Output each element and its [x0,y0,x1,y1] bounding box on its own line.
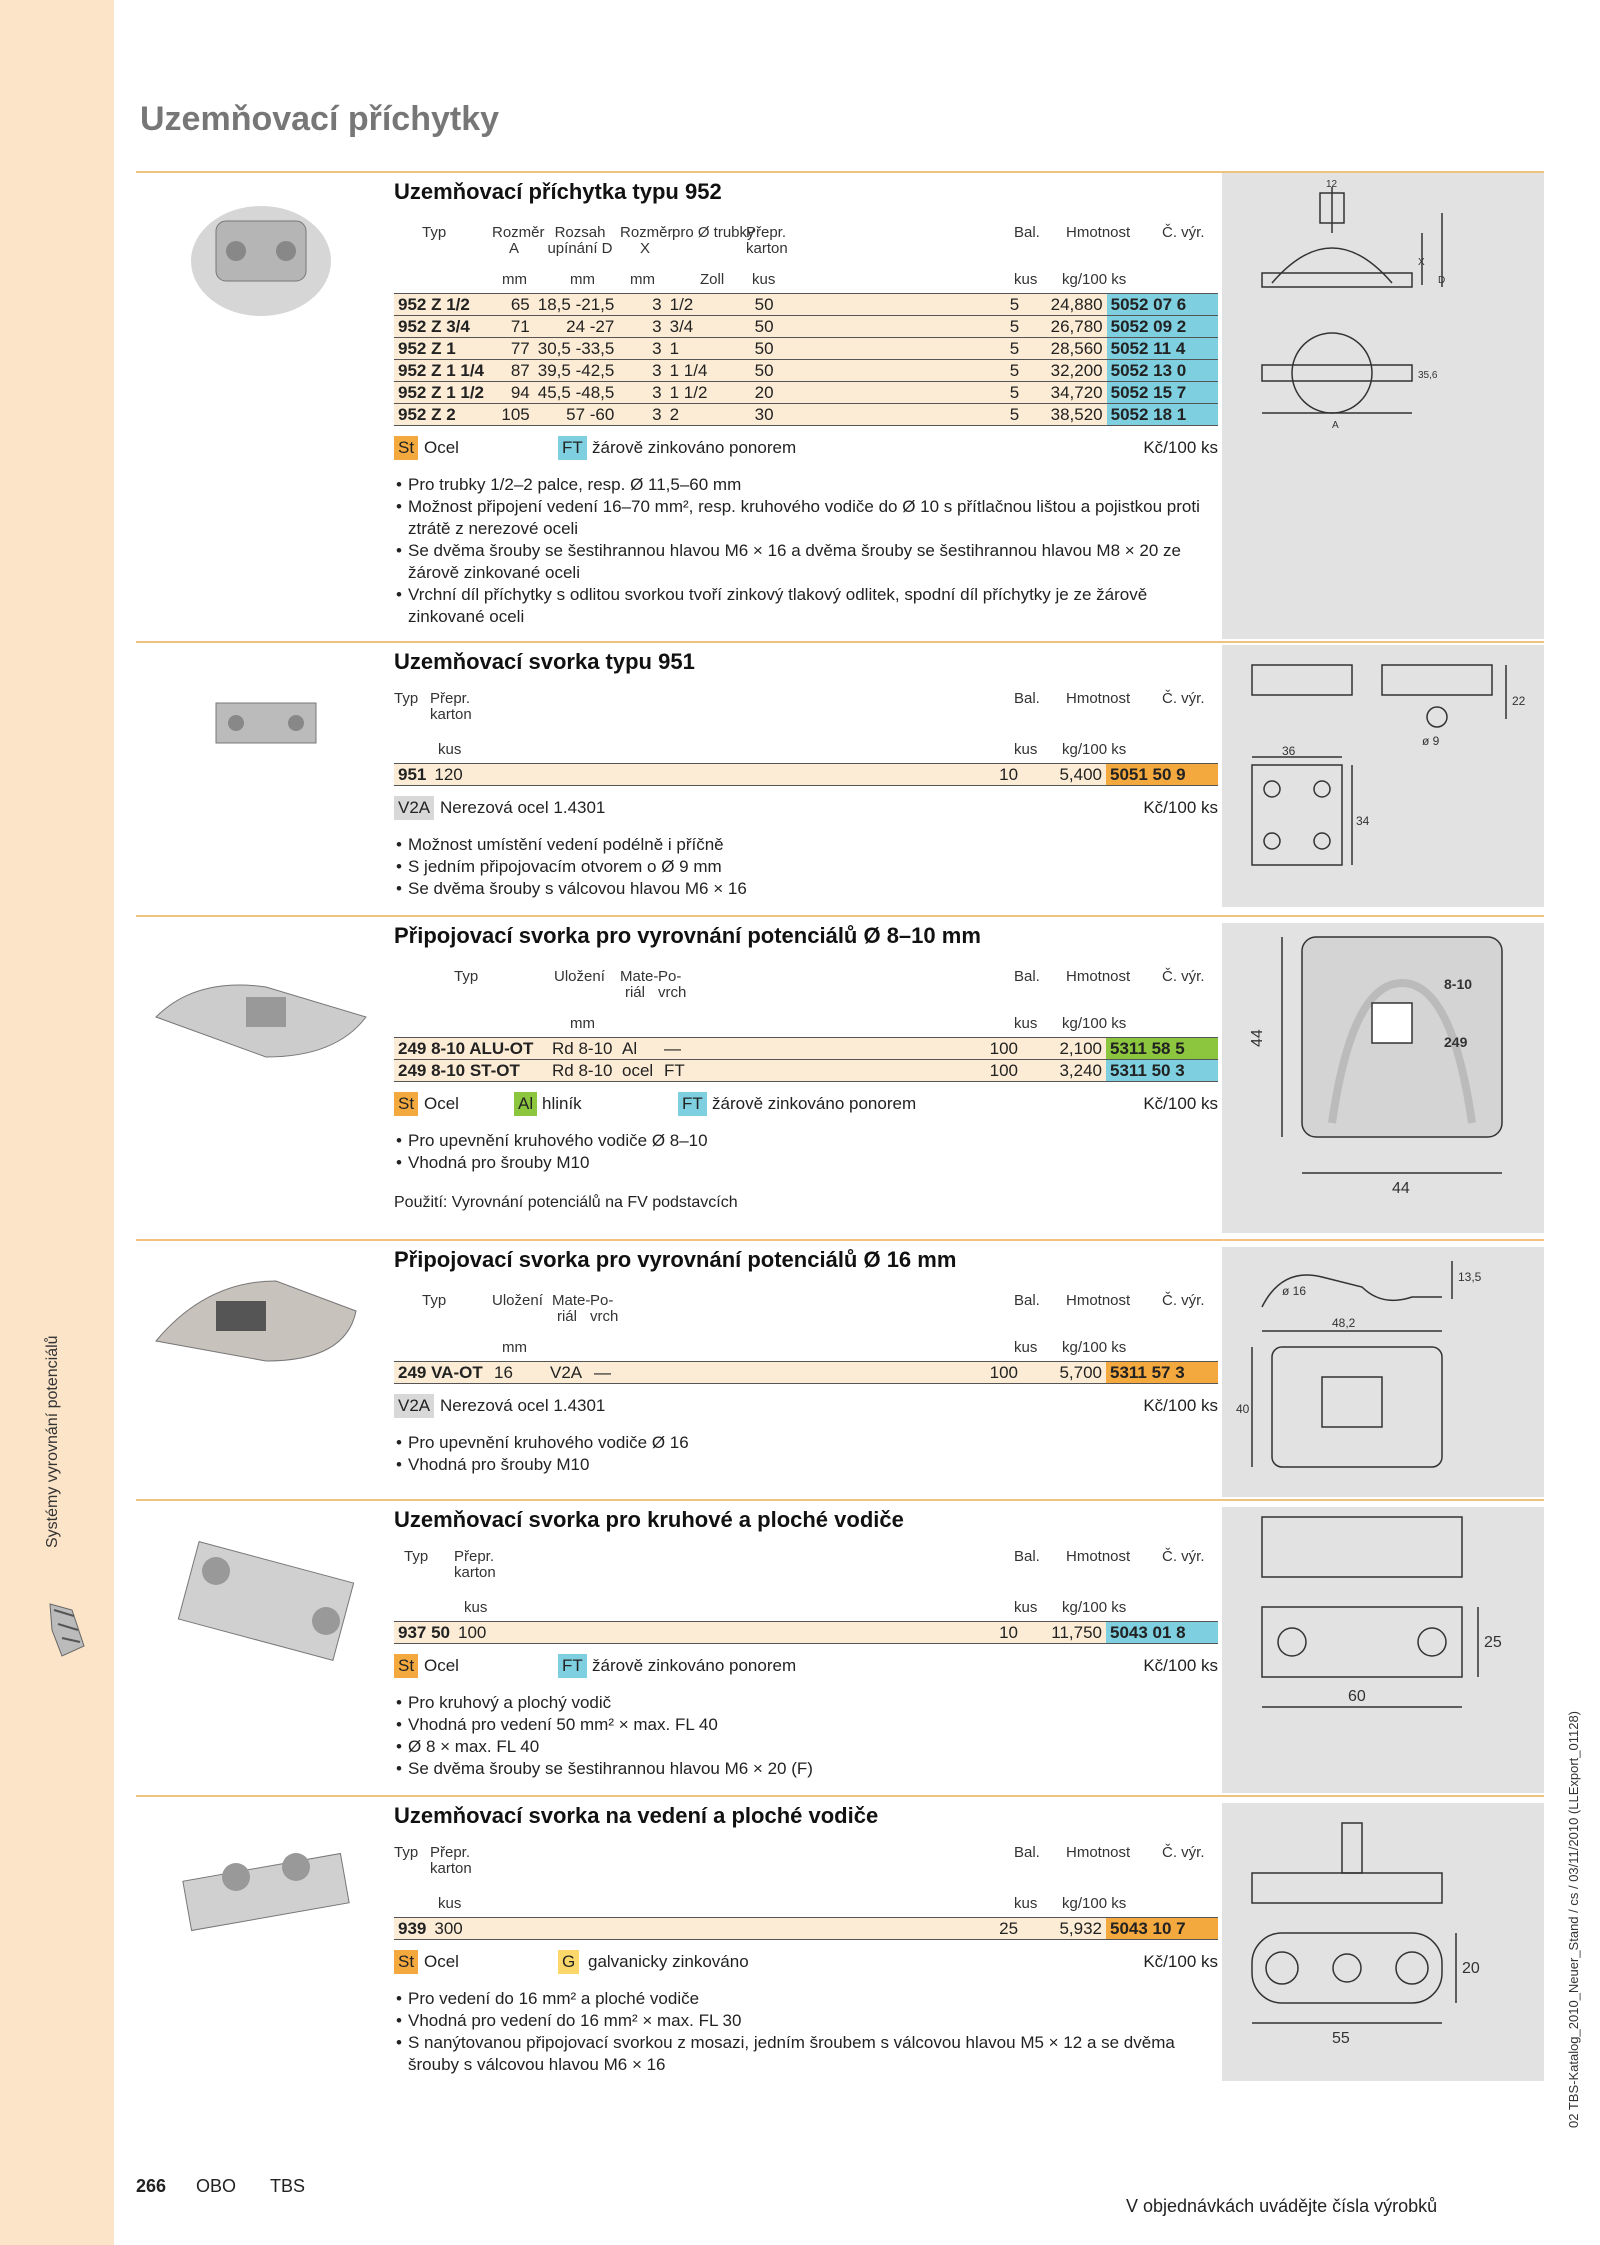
cell: 26,780 [1023,316,1106,338]
cell: 1 1/4 [666,360,751,382]
technical-drawing-952 [1222,173,1544,639]
cell: 5 [980,360,1023,382]
col-prepr-karton: Přepr. karton [454,1548,496,1581]
unit-kus: kus [1014,1599,1038,1616]
catalog-code-vertical: 02 TBS-Katalog_2010_Neuer_Stand / cs / 03/11/2010 (LLExport_01128) [1566,1710,1581,2128]
dim-label: 20 [1462,1960,1480,1977]
left-margin-band [0,0,114,2245]
unit-kg: kg/100 ks [1062,1015,1127,1032]
unit-mm: mm [630,271,655,288]
list-item: • Pro trubky 1/2–2 palce, resp. Ø 11,5–60 mm [394,474,1218,496]
cell: — [660,1038,978,1060]
product-table [394,1918,1218,1940]
dim-label: ø 16 [1282,1284,1307,1298]
dim-label: 40 [1236,1402,1250,1416]
material-row [394,794,1218,830]
finish-code-badge: FT [558,436,587,460]
material-code-badge: V2A [394,796,434,820]
unit-kus: kus [1014,741,1038,758]
cell: 24 -27 [534,316,619,338]
material-label: Ocel [424,1094,459,1113]
cell: 3 [618,404,665,426]
cell-typ: 952 Z 1 1/2 [394,382,490,404]
col-c-vyr: Č. výr. [1162,1292,1205,1309]
material-label: Nerezová ocel 1.4301 [440,1396,606,1415]
list-item: • Vhodná pro vedení do 16 mm² × max. FL 30 [394,2010,1218,2032]
cell: 18,5 -21,5 [534,294,619,316]
product-table [394,1362,1218,1384]
dim-label: 13,5 [1458,1270,1482,1284]
section-249-va-ot [136,1241,1544,1499]
cell: 32,200 [1023,360,1106,382]
material-code-badge: Al [514,1092,537,1116]
product-photo-249-va-ot [136,1261,386,1381]
cell: 3/4 [666,316,751,338]
dim-label: 60 [1348,1688,1366,1705]
clamp-thumbnail-icon [44,1600,90,1660]
finish-code-badge: G [558,1950,579,1974]
col-c-vyr: Č. výr. [1162,1844,1205,1861]
side-section-label: Systémy vyrovnání potenciálů [44,1335,61,1548]
col-bal: Bal. [1014,1292,1040,1309]
col-c-vyr: Č. výr. [1162,690,1205,707]
cell: ocel [618,1060,660,1082]
unit-mm: mm [570,271,595,288]
col-bal: Bal. [1014,1844,1040,1861]
article-number: 5052 09 2 [1107,316,1218,338]
price-unit: Kč/100 ks [1143,798,1218,817]
col-rozmer-x: Rozměr X [620,224,673,257]
table-units [394,1337,1218,1362]
section-951 [136,643,1544,915]
unit-kus: kus [1014,271,1038,288]
cell: 50 [751,294,980,316]
material-label: Nerezová ocel 1.4301 [440,798,606,817]
technical-drawing-249-va-ot [1222,1247,1544,1497]
cell-typ: 952 Z 1/2 [394,294,490,316]
list-item: • Pro vedení do 16 mm² a ploché vodiče [394,1988,1218,2010]
cell: 11,750 [1022,1622,1106,1644]
table-row [394,1918,1218,1940]
technical-drawing-937 [1222,1507,1544,1793]
cell: 5 [980,382,1023,404]
cell: 50 [751,338,980,360]
cell: 300 [430,1918,978,1940]
cell: 2 [666,404,751,426]
table-row [394,360,1218,382]
col-typ: Typ [454,968,479,985]
cell: 5,400 [1022,764,1106,786]
list-item: • Se dvěma šrouby s válcovou hlavou M6 × 16 [394,878,1218,900]
material-label: hliník [542,1094,582,1113]
list-item: • Se dvěma šrouby se šestihrannou hlavou M6 × 16 a dvěma šrouby se šestihrannou hlavou M8 × 20 ze žárově zinkované oceli [394,540,1218,584]
cell: 3 [618,360,665,382]
article-number: 5052 18 1 [1107,404,1218,426]
cell: 45,5 -48,5 [534,382,619,404]
cell: 5 [980,294,1023,316]
unit-kus: kus [438,741,462,758]
list-item: • S nanýtovanou připojovací svorkou z mosazi, jedním šroubem s válcovou hlavou M5 × 12 a se dvěma šrouby s válcovou hlavou M6 × 16 [394,2032,1218,2076]
table-row [394,382,1218,404]
unit-mm: mm [570,1015,595,1032]
dim-label: 12 [1326,179,1338,190]
table-header [394,961,1218,1013]
unit-mm: mm [502,271,527,288]
unit-kus: kus [1014,1339,1038,1356]
col-typ: Typ [422,224,447,241]
page-title: Uzemňovací příchytky [140,100,500,138]
col-typ: Typ [422,1292,447,1309]
cell: 3,240 [1022,1060,1106,1082]
price-unit: Kč/100 ks [1143,438,1218,457]
col-ulozeni: Uložení [554,968,605,985]
cell: 100 [454,1622,978,1644]
feature-list [394,834,1218,900]
cell: 105 [490,404,534,426]
product-photo-249-8-10 [136,957,386,1077]
page-number: 266 [136,2176,167,2196]
unit-kus: kus [438,1895,462,1912]
material-row [394,1948,1218,1984]
unit-kg: kg/100 ks [1062,1599,1127,1616]
col-typ: Typ [394,690,419,707]
unit-kus: kus [1014,1015,1038,1032]
col-bal: Bal. [1014,224,1040,241]
material-row [394,434,1218,470]
material-code-badge: St [394,436,418,460]
cell: 120 [430,764,978,786]
product-photo-939 [136,1817,386,1957]
product-table [394,1622,1218,1644]
col-bal: Bal. [1014,1548,1040,1565]
unit-kus: kus [752,271,776,288]
feature-list [394,1692,1218,1780]
table-row [394,1362,1218,1384]
cell-typ: 937 50 [394,1622,454,1644]
feature-list [394,474,1218,628]
footer-order-note: V objednávkách uvádějte čísla výrobků [1126,2196,1438,2216]
dim-label: 55 [1332,2030,1350,2047]
material-code-badge: St [394,1654,418,1678]
section-title: Připojovací svorka pro vyrovnání potenciálů Ø 16 mm [394,1247,957,1272]
table-row [394,1622,1218,1644]
section-939 [136,1797,1544,2087]
material-label: Ocel [424,1952,459,1971]
article-number: 5043 01 8 [1106,1622,1218,1644]
col-povrch: Po- vrch [590,1292,619,1325]
material-row [394,1392,1218,1428]
article-number: 5052 13 0 [1107,360,1218,382]
unit-kus: kus [464,1599,488,1616]
col-pro-trubky: pro Ø trubky [672,224,755,241]
cell: Rd 8-10 [548,1038,618,1060]
unit-kg: kg/100 ks [1062,741,1127,758]
col-hmotnost: Hmotnost [1066,1292,1131,1309]
cell: 65 [490,294,534,316]
material-row [394,1652,1218,1688]
list-item: • Pro upevnění kruhového vodiče Ø 16 [394,1432,1218,1454]
unit-kg: kg/100 ks [1062,271,1127,288]
list-item: • Vrchní díl příchytky s odlitou svorkou tvoří zinkový tlakový odlitek, spodní díl příchytky je ze žárově zinkované oceli [394,584,1218,628]
table-header [394,687,1218,739]
dim-label: 34 [1356,814,1370,828]
cell: — [590,1362,978,1384]
cell-typ: 951 [394,764,430,786]
footer-brand: TBS [270,2176,306,2196]
article-number: 5311 58 5 [1106,1038,1218,1060]
table-row [394,1038,1218,1060]
unit-kg: kg/100 ks [1062,1895,1127,1912]
col-hmotnost: Hmotnost [1066,1548,1131,1565]
col-c-vyr: Č. výr. [1162,1548,1205,1565]
cell-typ: 952 Z 3/4 [394,316,490,338]
cell: 5,700 [1022,1362,1106,1384]
finish-label: žárově zinkováno ponorem [712,1094,917,1113]
usage-note: Použití: Vyrovnání potenciálů na FV podstavcích [394,1194,738,1211]
finish-label: žárově zinkováno ponorem [592,438,797,457]
product-table [394,1038,1218,1082]
product-table [394,764,1218,786]
cell: 24,880 [1023,294,1106,316]
dim-label: A [1332,420,1339,431]
cell-typ: 249 VA-OT [394,1362,490,1384]
list-item: • Pro kruhový a plochý vodič [394,1692,1218,1714]
cell: 2,100 [1022,1038,1106,1060]
table-header [394,1841,1218,1893]
list-item: • Pro upevnění kruhového vodiče Ø 8–10 [394,1130,1218,1152]
cell: 5 [980,338,1023,360]
finish-label: žárově zinkováno ponorem [592,1656,797,1675]
cell: 30,5 -33,5 [534,338,619,360]
feature-list [394,1130,1218,1174]
product-table [394,294,1218,426]
cell: 100 [978,1038,1022,1060]
cell: 3 [618,316,665,338]
cell: Al [618,1038,660,1060]
dim-label: 22 [1512,694,1526,708]
section-title: Připojovací svorka pro vyrovnání potenciálů Ø 8–10 mm [394,923,981,948]
cell: 50 [751,316,980,338]
section-937 [136,1501,1544,1795]
product-photo-952 [136,181,386,341]
list-item: • Možnost připojení vedení 16–70 mm², resp. kruhového vodiče do Ø 10 s přítlačnou lištou a pojistkou proti ztrátě z nerezové oceli [394,496,1218,540]
cell: V2A [546,1362,590,1384]
col-povrch: Po- vrch [658,968,687,1001]
material-code-badge: V2A [394,1394,434,1418]
cell: 94 [490,382,534,404]
table-header [394,217,1218,269]
table-row [394,764,1218,786]
table-row [394,338,1218,360]
cell: 25 [978,1918,1022,1940]
table-units [394,739,1218,764]
section-249-8-10 [136,917,1544,1239]
cell: 1 1/2 [666,382,751,404]
table-units [394,269,1218,294]
cell: 3 [618,382,665,404]
cell: Rd 8-10 [548,1060,618,1082]
dim-label: 44 [1392,1180,1410,1197]
cell-typ: 249 8-10 ALU-OT [394,1038,548,1060]
col-bal: Bal. [1014,968,1040,985]
col-bal: Bal. [1014,690,1040,707]
technical-drawing-939 [1222,1803,1544,2081]
col-typ: Typ [404,1548,429,1565]
table-row [394,1060,1218,1082]
dim-label: 25 [1484,1634,1502,1651]
finish-code-badge: FT [558,1654,587,1678]
material-label: Ocel [424,438,459,457]
cell: FT [660,1060,978,1082]
list-item: • Vhodná pro šrouby M10 [394,1152,1218,1174]
list-item: • Možnost umístění vedení podélně i příčně [394,834,1218,856]
price-unit: Kč/100 ks [1143,1952,1218,1971]
dim-label: X [1418,257,1425,268]
dim-label: ø 9 [1422,734,1440,748]
cell: 50 [751,360,980,382]
article-number: 5311 50 3 [1106,1060,1218,1082]
list-item: • Ø 8 × max. FL 40 [394,1736,1218,1758]
cell: 3 [618,294,665,316]
technical-drawing-249-8-10 [1222,923,1544,1233]
table-header [394,1285,1218,1337]
col-hmotnost: Hmotnost [1066,690,1131,707]
col-rozmer-a: Rozměr A [492,224,545,257]
col-hmotnost: Hmotnost [1066,968,1131,985]
col-material: Mate- riál [552,1292,591,1325]
product-photo-951 [136,683,386,773]
cell: 28,560 [1023,338,1106,360]
dim-label: D [1438,275,1446,286]
cell: 10 [978,764,1022,786]
finish-label: galvanicky zinkováno [588,1952,749,1971]
cell: 77 [490,338,534,360]
cell: 57 -60 [534,404,619,426]
col-ulozeni: Uložení [492,1292,543,1309]
dim-label: 36 [1282,744,1296,758]
cell: 5,932 [1022,1918,1106,1940]
price-unit: Kč/100 ks [1143,1656,1218,1675]
cell: 3 [618,338,665,360]
cell: 71 [490,316,534,338]
product-photo-937 [136,1521,386,1681]
table-header [394,1545,1218,1597]
list-item: • Se dvěma šrouby se šestihrannou hlavou M6 × 20 (F) [394,1758,1218,1780]
material-row [394,1090,1218,1126]
article-number: 5311 57 3 [1106,1362,1218,1384]
col-material: Mate- riál [620,968,659,1001]
section-title: Uzemňovací svorka na vedení a ploché vodiče [394,1803,879,1828]
table-units [394,1597,1218,1622]
dim-label: 35,6 [1418,370,1438,381]
article-number: 5052 11 4 [1107,338,1218,360]
cell: 20 [751,382,980,404]
cell: 5 [980,316,1023,338]
col-typ: Typ [394,1844,419,1861]
col-c-vyr: Č. výr. [1162,224,1205,241]
cell: 1 [666,338,751,360]
product-marking: 249 [1444,1034,1468,1050]
article-number: 5052 15 7 [1107,382,1218,404]
dim-label: 48,2 [1332,1316,1356,1330]
cell-typ: 952 Z 1 1/4 [394,360,490,382]
col-prepr-karton: Přepr. karton [430,1844,472,1877]
article-number: 5043 10 7 [1106,1918,1218,1940]
col-rozsah-d: Rozsah upínání D [547,224,613,257]
technical-drawing-951 [1222,645,1544,907]
cell: 30 [751,404,980,426]
col-hmotnost: Hmotnost [1066,224,1131,241]
cell: 34,720 [1023,382,1106,404]
table-row [394,316,1218,338]
cell: 5 [980,404,1023,426]
cell: 16 [490,1362,546,1384]
product-marking: 8-10 [1444,976,1473,992]
cell-typ: 952 Z 1 [394,338,490,360]
feature-list [394,1988,1218,2076]
unit-kg: kg/100 ks [1062,1339,1127,1356]
dim-label: 44 [1249,1029,1266,1047]
cell-typ: 952 Z 2 [394,404,490,426]
col-hmotnost: Hmotnost [1066,1844,1131,1861]
table-units [394,1013,1218,1038]
unit-kus: kus [1014,1895,1038,1912]
cell: 1/2 [666,294,751,316]
cell-typ: 249 8-10 ST-OT [394,1060,548,1082]
material-code-badge: St [394,1092,418,1116]
table-row [394,294,1218,316]
col-prepr-karton: Přepr. karton [746,224,788,257]
finish-code-badge: FT [678,1092,707,1116]
cell: 39,5 -42,5 [534,360,619,382]
list-item: • Vhodná pro vedení 50 mm² × max. FL 40 [394,1714,1218,1736]
section-title: Uzemňovací příchytka typu 952 [394,179,722,204]
section-title: Uzemňovací svorka pro kruhové a ploché vodiče [394,1507,904,1532]
col-prepr-karton: Přepr. karton [430,690,472,723]
table-row [394,404,1218,426]
material-code-badge: St [394,1950,418,1974]
list-item: • Vhodná pro šrouby M10 [394,1454,1218,1476]
cell: 100 [978,1060,1022,1082]
cell: 87 [490,360,534,382]
footer-brand: OBO [196,2176,237,2196]
section-title: Uzemňovací svorka typu 951 [394,649,695,674]
cell: 38,520 [1023,404,1106,426]
unit-zoll: Zoll [700,271,725,288]
price-unit: Kč/100 ks [1143,1396,1218,1415]
section-952 [136,173,1544,641]
cell-typ: 939 [394,1918,430,1940]
cell: 10 [978,1622,1022,1644]
article-number: 5051 50 9 [1106,764,1218,786]
feature-list [394,1432,1218,1476]
list-item: • S jedním připojovacím otvorem o Ø 9 mm [394,856,1218,878]
price-unit: Kč/100 ks [1143,1094,1218,1113]
unit-mm: mm [502,1339,527,1356]
article-number: 5052 07 6 [1107,294,1218,316]
cell: 100 [978,1362,1022,1384]
table-units [394,1893,1218,1918]
col-c-vyr: Č. výr. [1162,968,1205,985]
material-label: Ocel [424,1656,459,1675]
